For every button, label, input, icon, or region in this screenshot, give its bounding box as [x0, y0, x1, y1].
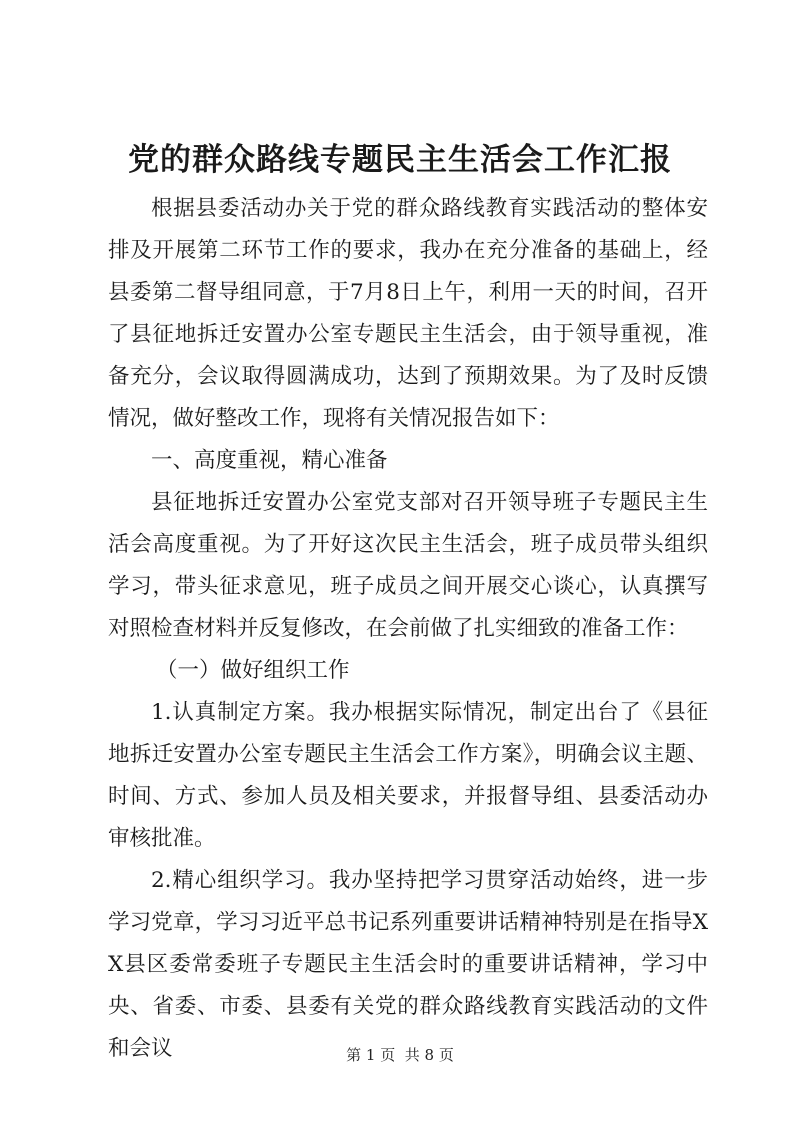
page-number: 第 1 页 共 8 页: [346, 1046, 454, 1064]
subsection-heading-1: （一）做好组织工作: [156, 658, 350, 683]
page-footer: [0, 1045, 800, 1065]
numbered-item-2: 2.精心组织学习。我办坚持把学习贯穿活动始终，进一步学习党章，学习习近平总书记系列重要讲话精神特别是在指导XX县区委常委班子专题民主生活会时的重要讲话精神，学习中央、省委、市委、县委有关党的群众路线教育实践活动的文件和会议: [108, 868, 708, 1061]
section-paragraph-1: 县征地拆迁安置办公室党支部对召开领导班子专题民主生活会高度重视。为了开好这次民主生活会，班子成员带头组织学习，带头征求意见，班子成员之间开展交心谈心，认真撰写对照检查材料并反复修改，在会前做了扎实细致的准备工作：: [108, 490, 708, 641]
section-heading-1: 一、高度重视，精心准备: [151, 448, 388, 473]
document-body: [108, 188, 708, 1070]
document-title: 党的群众路线专题民主生活会工作汇报: [128, 142, 672, 178]
numbered-item-1: 1.认真制定方案。我办根据实际情况，制定出台了《县征地拆迁安置办公室专题民主生活会工作方案》，明确会议主题、时间、方式、参加人员及相关要求，并报督导组、县委活动办审核批准。: [108, 700, 708, 851]
intro-paragraph: 根据县委活动办关于党的群众路线教育实践活动的整体安排及开展第二环节工作的要求，我办在充分准备的基础上，经县委第二督导组同意，于7月8日上午，利用一天的时间，召开了县征地拆迁安置办公室专题民主生活会，由于领导重视，准备充分，会议取得圆满成功，达到了预期效果。为了及时反馈情况，做好整改工作，现将有关情况报告如下：: [108, 196, 708, 431]
